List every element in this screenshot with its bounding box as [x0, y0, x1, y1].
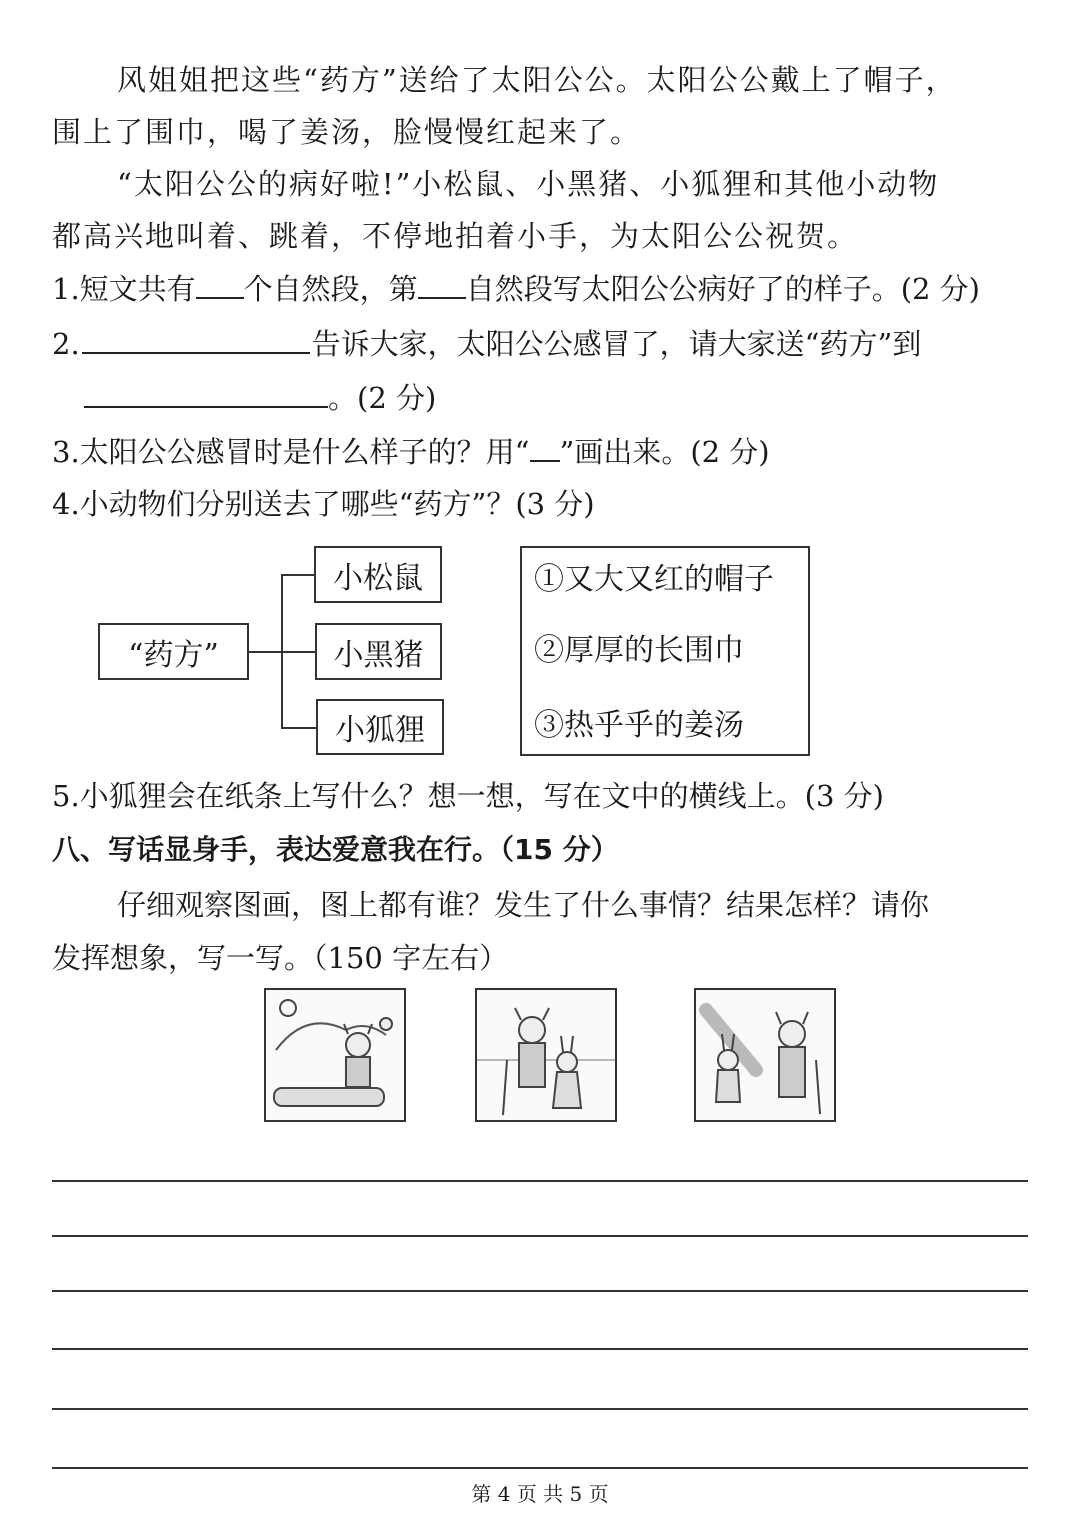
writing-line-2[interactable] — [52, 1235, 1028, 1237]
picture-1-illustration — [266, 990, 404, 1120]
answer-blank-paragraph-count[interactable] — [196, 267, 244, 299]
question-1-part-c: 自然段写太阳公公病好了的样子。(2 分) — [465, 272, 980, 306]
writing-line-5[interactable] — [52, 1408, 1028, 1410]
remedy-option-hat[interactable]: ①又大又红的帽子 — [534, 562, 774, 597]
picture-3-illustration — [696, 990, 834, 1120]
section-8-prompt-line-1: 仔细观察图画，图上都有谁？发生了什么事情？结果怎样？请你 — [117, 888, 930, 922]
answer-blank-paragraph-number[interactable] — [418, 267, 466, 299]
page-number: 第 4 页 共 5 页 — [471, 1482, 609, 1506]
question-1-part-a: 1.短文共有 — [52, 272, 196, 306]
animal-box-squirrel[interactable]: 小松鼠 — [314, 546, 442, 603]
animal-box-fox[interactable]: 小狐狸 — [316, 699, 444, 755]
picture-2-rabbit-helps-goat — [475, 988, 617, 1122]
remedy-option-scarf[interactable]: ②厚厚的长围巾 — [534, 633, 744, 668]
question-2-end: 。(2 分) — [328, 381, 437, 415]
story-paragraph-2-line-2: 都高兴地叫着、跳着，不停地拍着小手，为太阳公公祝贺。 — [52, 219, 859, 253]
connector-branch-2 — [281, 651, 316, 653]
remedy-option-ginger-soup[interactable]: ③热乎乎的姜汤 — [534, 708, 744, 743]
question-3-part-b: ”画出来。(2 分) — [559, 435, 770, 469]
question-2-number: 2. — [52, 327, 80, 361]
diagram-root-box: “药方” — [98, 623, 249, 680]
question-1-part-b: 个自然段，第 — [243, 272, 418, 306]
story-paragraph-2-line-1: “太阳公公的病好啦!”小松鼠、小黑猪、小狐狸和其他小动物 — [117, 167, 940, 201]
remedy-options-box — [520, 546, 810, 756]
picture-1-goat-at-log — [264, 988, 406, 1122]
underline-symbol — [530, 430, 560, 462]
question-2-continued — [84, 376, 436, 418]
question-1 — [52, 267, 980, 309]
writing-line-1[interactable] — [52, 1180, 1028, 1182]
picture-2-illustration — [477, 990, 615, 1120]
question-2-text: 告诉大家，太阳公公感冒了，请大家送“药方”到 — [311, 327, 922, 361]
question-3-part-a: 3.太阳公公感冒时是什么样子的？用“ — [52, 435, 530, 469]
answer-blank-where[interactable] — [84, 376, 328, 408]
section-8-prompt-line-2: 发挥想象，写一写。（150 字左右） — [52, 941, 509, 975]
writing-line-4[interactable] — [52, 1348, 1028, 1350]
connector-branch-1 — [281, 574, 315, 576]
question-2 — [52, 322, 921, 364]
picture-3-goat-and-rabbit-by-log — [694, 988, 836, 1122]
story-paragraph-1-line-2: 围上了围巾，喝了姜汤，脸慢慢红起来了。 — [52, 115, 642, 149]
writing-line-3[interactable] — [52, 1290, 1028, 1292]
question-3 — [52, 430, 770, 472]
connector-root — [249, 651, 282, 653]
question-4: 4.小动物们分别送去了哪些“药方”？(3 分) — [52, 487, 595, 521]
connector-branch-3 — [281, 727, 317, 729]
animal-box-pig[interactable]: 小黑猪 — [315, 623, 442, 680]
writing-line-6[interactable] — [52, 1467, 1028, 1469]
story-paragraph-1-line-1: 风姐姐把这些“药方”送给了太阳公公。太阳公公戴上了帽子， — [117, 63, 957, 97]
section-8-heading: 八、写话显身手，表达爱意我在行。（15 分） — [52, 833, 619, 866]
question-5: 5.小狐狸会在纸条上写什么？想一想，写在文中的横线上。(3 分) — [52, 779, 884, 813]
answer-blank-who[interactable] — [82, 322, 310, 354]
